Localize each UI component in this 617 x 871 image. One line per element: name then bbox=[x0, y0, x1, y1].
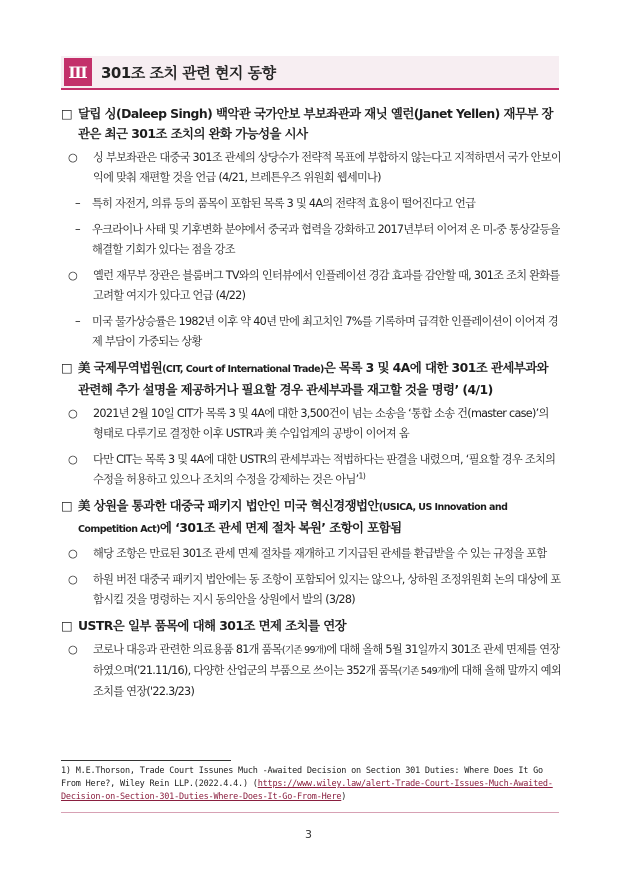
sub-bullet-text: 해당 조항은 만료된 301조 관세 면제 절차를 재개하고 기지급된 관세를 환급받을 수 있는 규정을 포함 bbox=[93, 547, 547, 560]
sub-bullet-note: (기존 99개) bbox=[281, 645, 327, 656]
sub-bullet-text: 하원 버전 대중국 패키지 법안에는 동 조항이 포함되어 있지는 않으나, 상하원 조정위원회 논의 대상에 포함시킬 것을 명령하는 지시 동의안을 상원에서 발의 (3/28) bbox=[93, 573, 561, 606]
footnote-close: ) bbox=[341, 792, 347, 802]
footnote-ref[interactable]: 1) bbox=[358, 471, 366, 481]
square-bullet-icon: □ bbox=[61, 106, 73, 121]
sub-bullet-text: 코로나 대응과 관련한 의료용품 81개 품목 bbox=[93, 643, 282, 656]
dash-item bbox=[75, 220, 561, 260]
circle-bullet-icon: ○ bbox=[68, 643, 78, 656]
circle-bullet-icon: ○ bbox=[68, 407, 78, 420]
sub-bullet-item bbox=[68, 570, 561, 610]
sub-bullet-item bbox=[68, 266, 561, 306]
circle-bullet-icon: ○ bbox=[68, 573, 78, 586]
bullet-block-1 bbox=[61, 104, 561, 352]
bullet-block-2 bbox=[61, 358, 561, 490]
bullet-item bbox=[61, 104, 561, 144]
footnote-text: M.E.Thorson, Trade Court Issunes Much -Awaited Decision on Section 301 Duties: Where Does It Go From Here?, Wiley Rein LLP.(2022.4.4.) ( bbox=[61, 766, 543, 789]
sub-bullet-text: 2021년 2월 10일 CIT가 목록 3 및 4A에 대한 3,500건이 넘는 소송을 ‘통합 소송 건(master case)’의 형태로 다루기로 결정한 이후 USTR과 美 수입업계의 공방이 이어져 옴 bbox=[93, 407, 549, 440]
square-bullet-icon: □ bbox=[61, 618, 73, 633]
bullet-text-prefix: 美 상원을 통과한 대중국 패키지 법안인 미국 혁신경쟁법안 bbox=[78, 498, 379, 513]
document-body bbox=[61, 104, 561, 708]
bullet-text-small: (CIT, Court of International Trade) bbox=[162, 364, 324, 375]
dash-text: 특히 자전거, 의류 등의 품목이 포함된 목록 3 및 4A의 전략적 효용이 떨어진다고 언급 bbox=[92, 197, 476, 210]
sub-bullet-text: 싱 부보좌관은 대중국 301조 관세의 상당수가 전략적 목표에 부합하지 않는다고 지적하면서 국가 안보이익에 맞춰 재편할 것을 언급 (4/21, 브레튼우즈 위원회 웹세미나) bbox=[93, 151, 561, 184]
dash-text: 우크라이나 사태 및 기후변화 분야에서 중국과 협력을 강화하고 2017년부터 이어져 온 미-중 통상갈등을 해결할 기회가 있다는 점을 강조 bbox=[92, 223, 560, 256]
footnote-number: 1) bbox=[61, 766, 71, 776]
sub-bullet-text: 에 대해 올해 말까지 예외 조치를 연장('22.3/23) bbox=[93, 664, 561, 698]
footnote-link[interactable]: https://www.wiley.law/alert-Trade-Court-Issues-Much-Awaited-Decision-on-Section-301-Duties-Where-Does-It-Go-From-Here bbox=[61, 779, 553, 802]
bullet-text: 달립 싱(Daleep Singh) 백악관 국가안보 부보좌관과 재닛 옐런(Janet Yellen) 재무부 장관은 최근 301조 조치의 완화 가능성을 시사 bbox=[78, 106, 553, 141]
section-number-badge: Ⅲ bbox=[64, 58, 92, 86]
circle-bullet-icon: ○ bbox=[68, 151, 78, 164]
bullet-text-small: (USICA, US Innovation and Competition Act) bbox=[78, 502, 508, 535]
section-heading bbox=[61, 56, 559, 90]
dash-item bbox=[75, 194, 561, 214]
bullet-item bbox=[61, 616, 561, 636]
bullet-text: USTR은 일부 품목에 대해 301조 면제 조치를 연장 bbox=[78, 618, 347, 633]
bullet-text: 에 ‘301조 관세 면제 절차 복원’ 조항이 포함됨 bbox=[159, 520, 402, 535]
bullet-item bbox=[61, 496, 561, 540]
footnote bbox=[61, 765, 561, 804]
sub-bullet-text: 다만 CIT는 목록 3 및 4A에 대한 USTR의 관세부과는 적법하다는 판결을 내렸으며, ‘필요할 경우 조치의 수정을 허용하고 있으나 조치의 수정을 강제하는 것은 아님’ bbox=[93, 453, 556, 486]
circle-bullet-icon: ○ bbox=[68, 453, 78, 466]
bullet-text: 은 목록 3 및 4A에 대한 301조 관세부과와 관련해 추가 설명을 제공하거나 필요할 경우 관세부과를 재고할 것을 명령’ (4/1) bbox=[78, 360, 549, 397]
page-number: 3 bbox=[305, 828, 312, 841]
page-bottom-divider bbox=[61, 812, 559, 813]
dash-item bbox=[75, 312, 561, 352]
sub-bullet-note: (기존 549개) bbox=[398, 666, 449, 677]
circle-bullet-icon: ○ bbox=[68, 269, 78, 282]
circle-bullet-icon: ○ bbox=[68, 547, 78, 560]
bullet-text-prefix: 美 국제무역법원 bbox=[78, 360, 163, 375]
sub-bullet-text: 에 대해 올해 5월 31일까지 301조 관세 면제를 연장하였으며('21.11/16), 다양한 산업군의 부품으로 쓰이는 352개 품목 bbox=[93, 643, 560, 677]
sub-bullet-item bbox=[68, 404, 561, 444]
bullet-block-4 bbox=[61, 616, 561, 702]
footnote-divider bbox=[61, 760, 231, 761]
sub-bullet-item bbox=[68, 148, 561, 188]
dash-text: 미국 물가상승률은 1982년 이후 약 40년 만에 최고치인 7%를 기록하며 급격한 인플레이션이 이어져 경제 부담이 가중되는 상황 bbox=[92, 315, 558, 348]
dash-bullet-icon: – bbox=[75, 315, 80, 328]
sub-bullet-item bbox=[68, 544, 561, 564]
square-bullet-icon: □ bbox=[61, 360, 73, 375]
square-bullet-icon: □ bbox=[61, 498, 73, 513]
dash-bullet-icon: – bbox=[75, 197, 80, 210]
bullet-item bbox=[61, 358, 561, 400]
sub-bullet-item bbox=[68, 640, 561, 702]
dash-bullet-icon: – bbox=[75, 223, 80, 236]
bullet-block-3 bbox=[61, 496, 561, 610]
sub-bullet-item bbox=[68, 450, 561, 490]
section-title: 301조 조치 관련 현지 동향 bbox=[101, 63, 276, 82]
sub-bullet-text: 옐런 재무부 장관은 블룸버그 TV와의 인터뷰에서 인플레이션 경감 효과를 감안할 때, 301조 조치 완화를 고려할 여지가 있다고 언급 (4/22) bbox=[93, 269, 560, 302]
